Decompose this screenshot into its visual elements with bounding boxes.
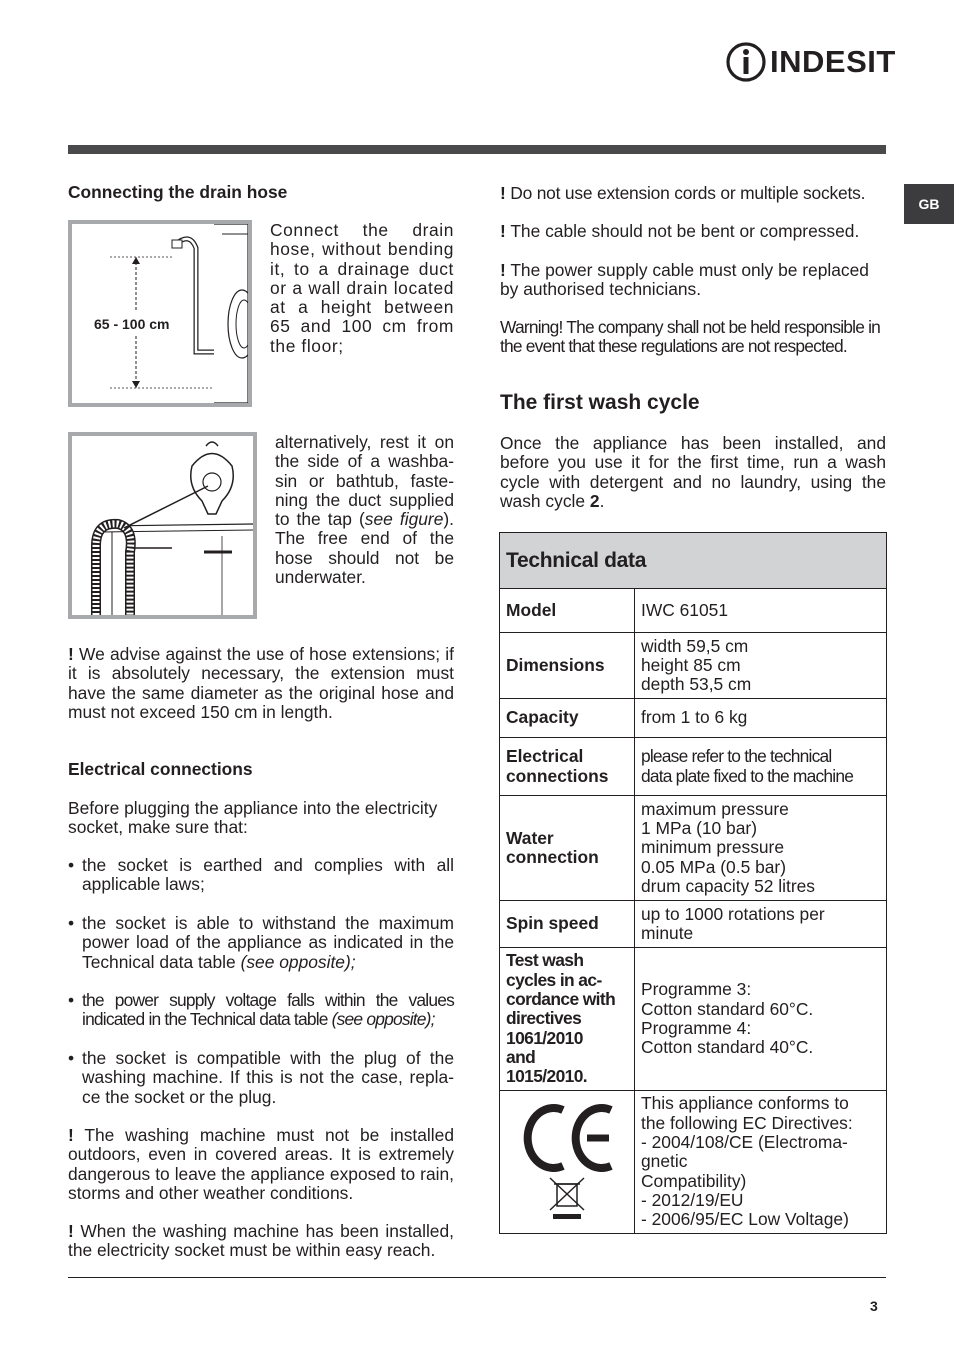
table-row xyxy=(500,1091,887,1234)
row-label: Water connection xyxy=(500,796,635,901)
height-range-label: 65 - 100 cm xyxy=(94,316,170,332)
washbasin-illustration xyxy=(72,436,253,615)
table-row xyxy=(500,738,887,796)
cable-replacement-warning: ! The power supply cable must only be replaced by authorised technicians. xyxy=(500,260,869,300)
figure-drain-height xyxy=(68,220,252,407)
row-value: please refer to the technical data plate fixed to the machine xyxy=(635,738,887,796)
row-value: IWC 61051 xyxy=(635,589,887,633)
row-value: up to 1000 rotations per minute xyxy=(635,901,887,948)
extension-cord-warning: ! Do not use extension cords or multiple sockets. xyxy=(500,183,866,203)
electrical-intro: Before plugging the appliance into the electricity socket, make sure that: xyxy=(68,798,438,838)
row-label: Spin speed xyxy=(500,901,635,948)
header-rule xyxy=(68,145,886,154)
table-row xyxy=(500,633,887,699)
electrical-heading: Electrical connections xyxy=(68,759,253,779)
table-row xyxy=(500,901,887,948)
table-header-row xyxy=(500,533,887,589)
crossed-bin-icon xyxy=(550,1178,584,1219)
footer-rule xyxy=(68,1277,886,1278)
socket-reach-warning: ! When the washing machine has been installed, the electricity socket must be within easy reach. xyxy=(68,1221,454,1261)
figure-drain-washbasin xyxy=(68,432,257,619)
table-title: Technical data xyxy=(500,533,887,589)
table-row xyxy=(500,948,887,1091)
row-label: Test wash cycles in ac- cordance with directives 1061/2010 and 1015/2010. xyxy=(500,948,635,1091)
list-item: • the power supply voltage falls within the values indicated in the Technical data table (see opposite); xyxy=(68,990,454,1030)
outdoor-warning: ! The washing machine must not be installed outdoors, even in covered areas. It is extremely dangerous to leave the appliance exposed to rain, storms and other weather conditions. xyxy=(68,1125,454,1203)
ce-mark-cell xyxy=(500,1091,635,1234)
first-wash-heading: The first wash cycle xyxy=(500,391,700,414)
language-tab: GB xyxy=(904,184,954,224)
ce-mark-icon xyxy=(519,1098,615,1222)
indesit-logo xyxy=(726,40,896,84)
first-wash-paragraph: Once the appliance has been installed, and before you use it for the first time, run a wash cycle with detergent and no laundry, using the wash cycle 2. xyxy=(500,433,886,511)
drain-hose-heading: Connecting the drain hose xyxy=(68,182,288,202)
row-value: maximum pressure 1 MPa (10 bar) minimum pressure 0.05 MPa (0.5 bar) drum capacity 52 litres xyxy=(635,796,887,901)
technical-data-table xyxy=(499,532,887,1234)
row-value: Programme 3: Cotton standard 60°C. Programme 4: Cotton standard 40°C. xyxy=(635,948,887,1091)
row-label: Model xyxy=(500,589,635,633)
liability-warning: Warning! The company shall not be held responsible in the event that these regulations are not respected. xyxy=(500,317,881,357)
row-value: This appliance conforms to the following EC Directives: - 2004/108/CE (Electroma- gnetic Compatibility) - 2012/19/EU - 2006/95/EC Low Voltage) xyxy=(635,1091,887,1234)
table-row xyxy=(500,589,887,633)
list-item: • the socket is compatible with the plug of the washing machine. If this is not the case, repla-ce the socket or the plug. xyxy=(68,1048,454,1107)
drain-paragraph-1: Connect the drain hose, without bending it, to a drainage duct or a wall drain located at a height between 65 and 100 cm from the floor; xyxy=(270,220,454,356)
table-row xyxy=(500,699,887,738)
row-label: Capacity xyxy=(500,699,635,738)
table-row xyxy=(500,796,887,901)
drain-height-illustration xyxy=(72,224,248,403)
row-label: Dimensions xyxy=(500,633,635,699)
row-label: Electrical connections xyxy=(500,738,635,796)
list-item: • the socket is earthed and complies with all applicable laws; xyxy=(68,855,454,895)
cable-warning: ! The cable should not be bent or compressed. xyxy=(500,221,860,241)
row-value: from 1 to 6 kg xyxy=(635,699,887,738)
list-item: • the socket is able to withstand the maximum power load of the appliance as indicated in the Technical data table (see opposite); xyxy=(68,913,454,972)
page-number: 3 xyxy=(870,1298,878,1314)
brand-name: INDESIT xyxy=(770,44,896,79)
drain-paragraph-2: alternatively, rest it on the side of a washba-sin or bathtub, faste-ning the duct supplied to the tap (see figure). The free end of the hose should not be underwater. xyxy=(275,432,455,588)
hose-extension-warning: ! We advise against the use of hose extensions; if it is absolutely necessary, the extension must have the same diameter as the original hose and must not exceed 150 cm in length. xyxy=(68,644,454,722)
row-value: width 59,5 cm height 85 cm depth 53,5 cm xyxy=(635,633,887,699)
logo-circle-icon xyxy=(726,40,766,84)
